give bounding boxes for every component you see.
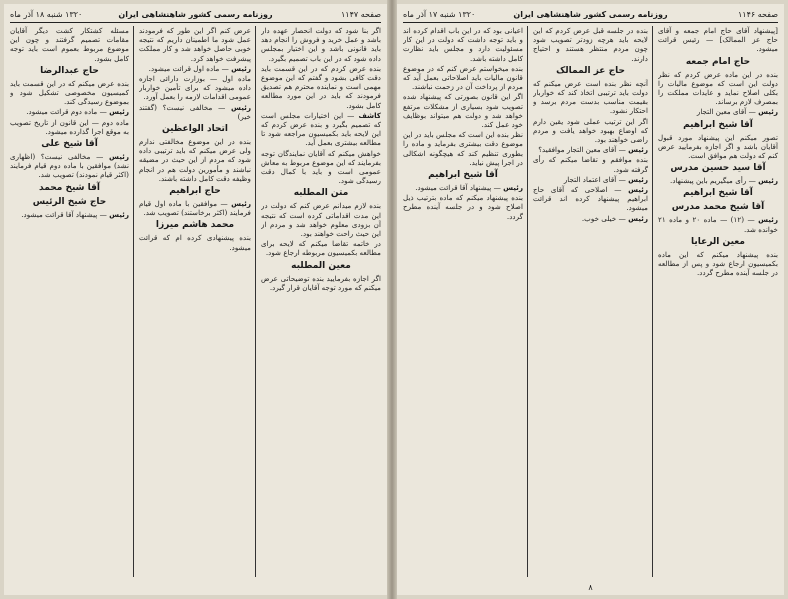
speaker-name: رئیس bbox=[109, 152, 129, 162]
right-column-3 bbox=[403, 26, 523, 577]
right-column-1 bbox=[658, 26, 778, 577]
speech-paragraph bbox=[533, 145, 648, 154]
right-page-header bbox=[403, 8, 778, 23]
speech-text: — رأی میگیریم باین پیشنهاد. bbox=[670, 176, 756, 186]
right-footer-page-number: ۸ bbox=[588, 583, 593, 592]
speaker-name: رئیس bbox=[758, 176, 778, 186]
speaker-heading: معین الرعایا bbox=[691, 236, 745, 247]
body-paragraph: بنده عرض کردم که در این قسمت باید دقت کافی بشود و گفتم که این موضوع مهمی است و نماینده محترم هم تصدیق فرمودند که باید در این مورد مطالعه کامل بشود. bbox=[261, 63, 381, 110]
body-paragraph: اگر اجازه بفرمایید بنده توضیحاتی عرض میکنم که مورد توجه آقایان قرار گیرد. bbox=[261, 273, 381, 292]
right-columns bbox=[403, 26, 778, 577]
book-gutter bbox=[387, 0, 397, 599]
speech-text: — (۱۲) — ماده ۲۰ و ماده ۲۱ خوانده شد. bbox=[658, 215, 778, 234]
speech-paragraph bbox=[139, 64, 251, 73]
body-paragraph: آنچه نظر بنده است عرض میکنم که دولت باید ترتیبی اتخاذ کند که خواربار بقیمت مناسب بدست مردم برسد و احتکار نشود. bbox=[533, 78, 648, 116]
speech-text: — ماده اول قرائت میشود. bbox=[148, 63, 229, 73]
body-paragraph: بنده در این موضوع مخالفتی ندارم ولی عرض میکنم که باید ترتیبی داده شود که مردم از این حیث در مضیقه نباشند و مأمورین دولت هم در انجام وظیفه دقت کامل داشته باشند. bbox=[139, 137, 251, 183]
left-column-3 bbox=[10, 26, 129, 577]
speaker-name: رئیس bbox=[231, 199, 251, 209]
speaker-heading: آقا سید حسین مدرس bbox=[670, 163, 766, 174]
speaker-heading: معین المطلبه bbox=[291, 260, 351, 271]
speech-paragraph bbox=[139, 103, 251, 121]
speech-text: — اصلاحی که آقای حاج ابراهیم پیشنهاد کرده اند قرائت میشود. bbox=[533, 185, 648, 213]
body-paragraph: اگر این قانون بصورتی که پیشنهاد شده تصویب شود بسیاری از مشکلات مرتفع خواهد شد و دولت هم میتواند بوظایف خود عمل کند. bbox=[403, 92, 523, 130]
body-paragraph: ماده دوم — این قانون از تاریخ تصویب به موقع اجرا گذارده میشود. bbox=[10, 117, 129, 136]
body-paragraph: مسئله کشتکار کشت دیگر آقایان مقامات تصمیم گرفتند و چون این موضوع مربوط بعموم است باید توجه کامل بشود. bbox=[10, 26, 129, 63]
body-paragraph: بنده پیشنهادی کرده ام که قرائت میشود. bbox=[139, 233, 251, 252]
speaker-name: رئیس bbox=[231, 63, 251, 73]
speaker-heading: آقا شیخ علی bbox=[41, 139, 98, 150]
speaker-name: رئیس bbox=[628, 145, 648, 155]
body-paragraph: بنده پیشنهاد میکنم که ماده بترتیب ذیل اصلاح شود و در جلسه آینده مطرح گردد. bbox=[403, 193, 523, 221]
speech-paragraph bbox=[139, 199, 251, 217]
speaker-name: رئیس bbox=[628, 174, 648, 184]
speaker-name: کاشف bbox=[358, 110, 381, 120]
speaker-name: رئیس bbox=[628, 185, 648, 195]
speech-paragraph bbox=[658, 107, 778, 116]
speech-paragraph bbox=[658, 215, 778, 233]
speaker-heading: محمد هاشم میرزا bbox=[155, 220, 235, 231]
speech-text: — پیشنهاد آقا قرائت میشود. bbox=[415, 183, 501, 193]
speaker-name: رئیس bbox=[628, 213, 648, 223]
left-issue-date: ۱۳۲۰ شنبه ۱۸ آذر ماه bbox=[10, 10, 83, 19]
speech-paragraph bbox=[403, 183, 523, 192]
right-column-2 bbox=[533, 26, 648, 577]
right-newspaper-title: روزنامه رسمی کشور شاهنشاهی ایران bbox=[513, 10, 668, 19]
body-paragraph: ماده اول — بوزارت دارائی اجازه داده میشود که برای تأمین خواربار عمومی اقدامات لازمه را بعمل آورد. bbox=[139, 74, 251, 102]
body-paragraph: خواهش میکنم که آقایان نمایندگان توجه بفرمایند که این موضوع مربوط به معاش عمومی است و باید با کمال دقت رسیدگی شود. bbox=[261, 148, 381, 186]
speech-text: — این اختیارات مجلس است که تصمیم بگیرد و بنده عرض کردم که این لایحه باید بکمیسیون مراجعه شود تا مطالعه بیشتری بعمل آید. bbox=[261, 110, 381, 148]
speaker-heading: آقا شیخ محمد bbox=[39, 182, 100, 193]
speaker-name: رئیس bbox=[758, 215, 778, 225]
speech-paragraph bbox=[10, 152, 129, 180]
speech-text: — پیشنهاد آقا قرائت میشود. bbox=[21, 209, 107, 219]
speech-paragraph bbox=[533, 185, 648, 213]
body-paragraph: اگر بنا شود که دولت انحصار عهده دار باشد و عمل خرید و فروش را انجام دهد باید قانونی باشد و این اختیار بمجلس داده شود که در این باب تصمیم بگیرد. bbox=[261, 26, 381, 63]
column-rule bbox=[133, 26, 134, 577]
body-paragraph: بنده موافقم و تقاضا میکنم که رأی گرفته شود. bbox=[533, 155, 648, 174]
left-page-number: صفحه ۱۱۴۷ bbox=[340, 10, 381, 19]
speech-text: — ماده دوم قرائت میشود. bbox=[26, 107, 107, 117]
column-rule bbox=[527, 26, 528, 577]
speech-paragraph bbox=[261, 111, 381, 148]
speech-paragraph bbox=[658, 176, 778, 185]
speech-text: — موافقین با ماده اول قیام فرمایند (اکثر برخاستند) تصویب شد. bbox=[139, 199, 251, 218]
speaker-name: رئیس bbox=[231, 102, 251, 112]
speaker-heading: حاج عز الممالک bbox=[556, 65, 625, 76]
speaker-heading: متن المطلبه bbox=[293, 188, 349, 199]
speaker-heading: حاج شیخ الرئیس bbox=[32, 196, 107, 207]
body-paragraph: نظر بنده این است که مجلس باید در این موضوع دقت بیشتری بفرماید و ماده را بطوری تنظیم کند که هیچگونه اشکالی در اجرا پیش نیاید. bbox=[403, 130, 523, 167]
body-paragraph: اعیانی بود که در این باب اقدام کرده اند و باید توجه داشت که دولت در این کار مسئولیت دارد و مجلس باید نظارت کامل داشته باشد. bbox=[403, 26, 523, 63]
speech-paragraph bbox=[533, 214, 648, 223]
speaker-heading: حاج امام جمعه bbox=[685, 56, 751, 67]
left-column-1 bbox=[261, 26, 381, 577]
speaker-name: رئیس bbox=[503, 183, 523, 193]
column-rule bbox=[255, 26, 256, 577]
left-column-2 bbox=[139, 26, 251, 577]
body-paragraph: بنده در جلسه قبل عرض کردم که این لایحه باید هرچه زودتر تصویب شود چون مردم منتظر هستند و احتیاج دارند. bbox=[533, 26, 648, 63]
speech-text: — مخالفی نیست؟ (اظهاری نشد) موافقین با ماده دوم قیام فرمایند (اکثر قیام نمودند) تصویب شد. bbox=[10, 152, 129, 180]
body-paragraph: بنده عرض میکنم که در این قسمت باید کمیسیون مخصوصی تشکیل شود و بموضوع رسیدگی کند. bbox=[10, 78, 129, 107]
body-paragraph: تصور میکنم این پیشنهاد مورد قبول آقایان باشد و اگر اجازه بفرمایید عرض کنم که دولت هم موافق است. bbox=[658, 132, 778, 161]
speech-text: — آقای معین التجار bbox=[696, 107, 756, 117]
left-newspaper-title: روزنامه رسمی کشور شاهنشاهی ایران bbox=[118, 10, 273, 19]
speaker-name: رئیس bbox=[758, 107, 778, 117]
speech-paragraph bbox=[533, 175, 648, 184]
speech-text: — آقای اعتماد التجار bbox=[563, 174, 626, 184]
column-rule bbox=[652, 26, 653, 577]
speaker-name: رئیس bbox=[109, 107, 129, 117]
speech-paragraph bbox=[10, 210, 129, 219]
speaker-heading: آقا شیخ ابراهیم bbox=[683, 188, 753, 199]
left-columns bbox=[10, 26, 381, 577]
speaker-name: رئیس bbox=[109, 209, 129, 219]
speaker-heading: آقا شیخ محمد مدرس bbox=[671, 202, 765, 213]
speaker-heading: آقا شیخ ابراهیم bbox=[683, 119, 753, 130]
body-paragraph: بنده در این ماده عرض کردم که نظر دولت این است که موضوع مالیات را بکلی اصلاح نماید و عایدات مملکت را بمصرف لازم برساند. bbox=[658, 69, 778, 107]
right-page bbox=[397, 4, 784, 595]
speaker-heading: حاج عبدالرضا bbox=[40, 65, 99, 76]
body-paragraph: بنده میخواستم عرض کنم که در موضوع قانون مالیات باید اصلاحاتی بعمل آید که مردم از پرداخت آن در زحمت نباشند. bbox=[403, 63, 523, 92]
speaker-heading: حاج ابراهیم bbox=[169, 186, 221, 197]
body-paragraph: بنده لازم میدانم عرض کنم که دولت در این مدت اقداماتی کرده است که نتیجه آن بزودی معلوم خواهد شد و مردم از این حیث راحت خواهند بود. bbox=[261, 201, 381, 239]
speaker-heading: آقا شیخ ابراهیم bbox=[428, 170, 498, 181]
body-paragraph: بنده پیشنهاد میکنم که این ماده بکمیسیون ارجاع شود و پس از مطالعه در جلسه آینده مطرح گردد. bbox=[658, 249, 778, 278]
left-page-header bbox=[10, 8, 381, 23]
speech-paragraph bbox=[10, 107, 129, 116]
left-page bbox=[4, 4, 387, 595]
body-paragraph: عرض کنم اگر این طور که فرمودند عمل شود ما اطمینان داریم که نتیجه خوبی حاصل خواهد شد و کار مملکت پیشرفت خواهد کرد. bbox=[139, 26, 251, 63]
speech-text: — آقای معین التجار موافقید؟ bbox=[538, 145, 626, 155]
speaker-heading: اتحاد الواعظین bbox=[162, 124, 228, 135]
right-page-number: صفحه ۱۱۴۶ bbox=[737, 10, 778, 19]
right-issue-date: ۱۳۲۰ شنبه ۱۷ آذر ماه bbox=[403, 10, 476, 19]
speech-text: — مخالفی نیست؟ (گفتند خیر) bbox=[139, 102, 251, 121]
speech-text: — خیلی خوب. bbox=[581, 213, 626, 223]
body-paragraph: اگر این ترتیب عملی شود یقین دارم که اوضاع بهبود خواهد یافت و مردم راضی خواهند بود. bbox=[533, 116, 648, 145]
body-paragraph: در خاتمه تقاضا میکنم که لایحه برای مطالعه بکمیسیون مربوطه ارجاع شود. bbox=[261, 239, 381, 258]
body-paragraph: [پیشنهاد آقای حاج امام جمعه و آقای حاج عز الممالک] — رئیس قرائت میشود. bbox=[658, 26, 778, 54]
